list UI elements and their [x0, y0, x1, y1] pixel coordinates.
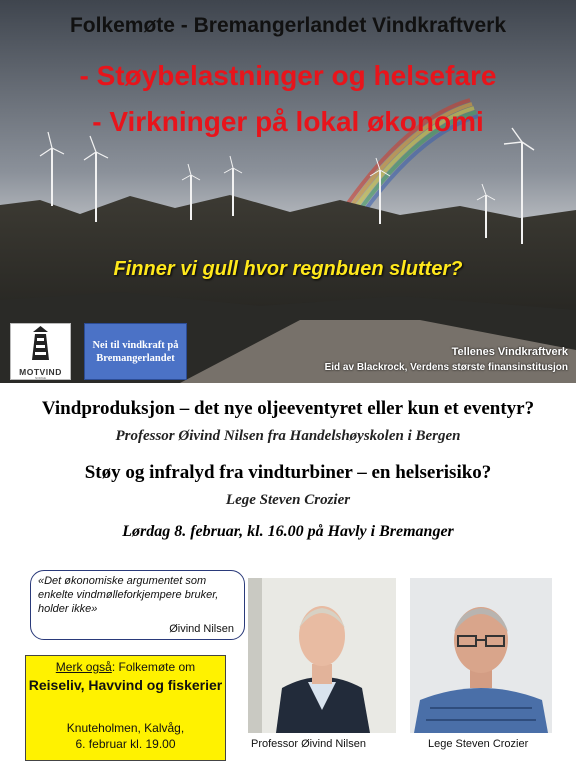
- topic-wind-production: Vindproduksjon – det nye oljeeventyret eller kun et eventyr?: [41, 398, 535, 419]
- main-title: Folkemøte - Bremangerlandet Vindkraftverk: [69, 14, 507, 37]
- note-label: Merk også: [55, 660, 112, 674]
- note-intro-text: : Folkemøte om: [111, 660, 196, 674]
- note-title: Reiseliv, Havvind og fiskerier: [28, 677, 223, 693]
- note-time: 6. februar kl. 19.00: [75, 737, 176, 751]
- quote-author: Øivind Nilsen: [169, 623, 234, 635]
- photo-credit-location: Tellenes Vindkraftverk: [451, 346, 568, 358]
- caption-crozier: Lege Steven Crozier: [428, 738, 529, 750]
- photo-nilsen: [248, 578, 396, 733]
- nei-til-vindkraft-logo: [84, 323, 187, 380]
- event-datetime: Lørdag 8. februar, kl. 16.00 på Havly i Bremanger: [122, 523, 454, 540]
- speaker-nilsen: Professor Øivind Nilsen fra Handelshøyskolen i Bergen: [115, 428, 461, 444]
- subtitle-noise-health: - Støybelastninger og helsefare: [79, 60, 497, 91]
- motvind-logo: [10, 323, 71, 380]
- photo-crozier: [410, 578, 552, 733]
- lighthouse-icon: [11, 324, 70, 364]
- rainbow-question: Finner vi gull hvor regnbuen slutter?: [113, 258, 463, 280]
- topic-noise-infrasound: Støy og infralyd fra vindturbiner – en helserisiko?: [84, 462, 492, 483]
- quote-text: «Det økonomiske argumentet som enkelte vindmølleforkjempere bruker, holder ikke»: [38, 575, 219, 615]
- quote-box: [30, 570, 245, 640]
- motvind-logo-subtext: NORGE: [34, 376, 46, 380]
- note-place: Knuteholmen, Kalvåg,: [66, 721, 185, 735]
- subtitle-local-economy: - Virkninger på lokal økonomi: [92, 106, 484, 137]
- note-intro: [26, 660, 225, 674]
- note-details: [26, 720, 225, 752]
- motvind-logo-text: MOTVIND: [19, 367, 62, 377]
- caption-nilsen: Professor Øivind Nilsen: [251, 738, 366, 750]
- side-event-note: [25, 655, 226, 761]
- nei-til-vindkraft-text: Nei til vindkraft på Bremangerlandet: [92, 339, 179, 364]
- speaker-crozier: Lege Steven Crozier: [225, 492, 351, 508]
- photo-credit-owner: Eid av Blackrock, Verdens største finansinstitusjon: [324, 362, 568, 373]
